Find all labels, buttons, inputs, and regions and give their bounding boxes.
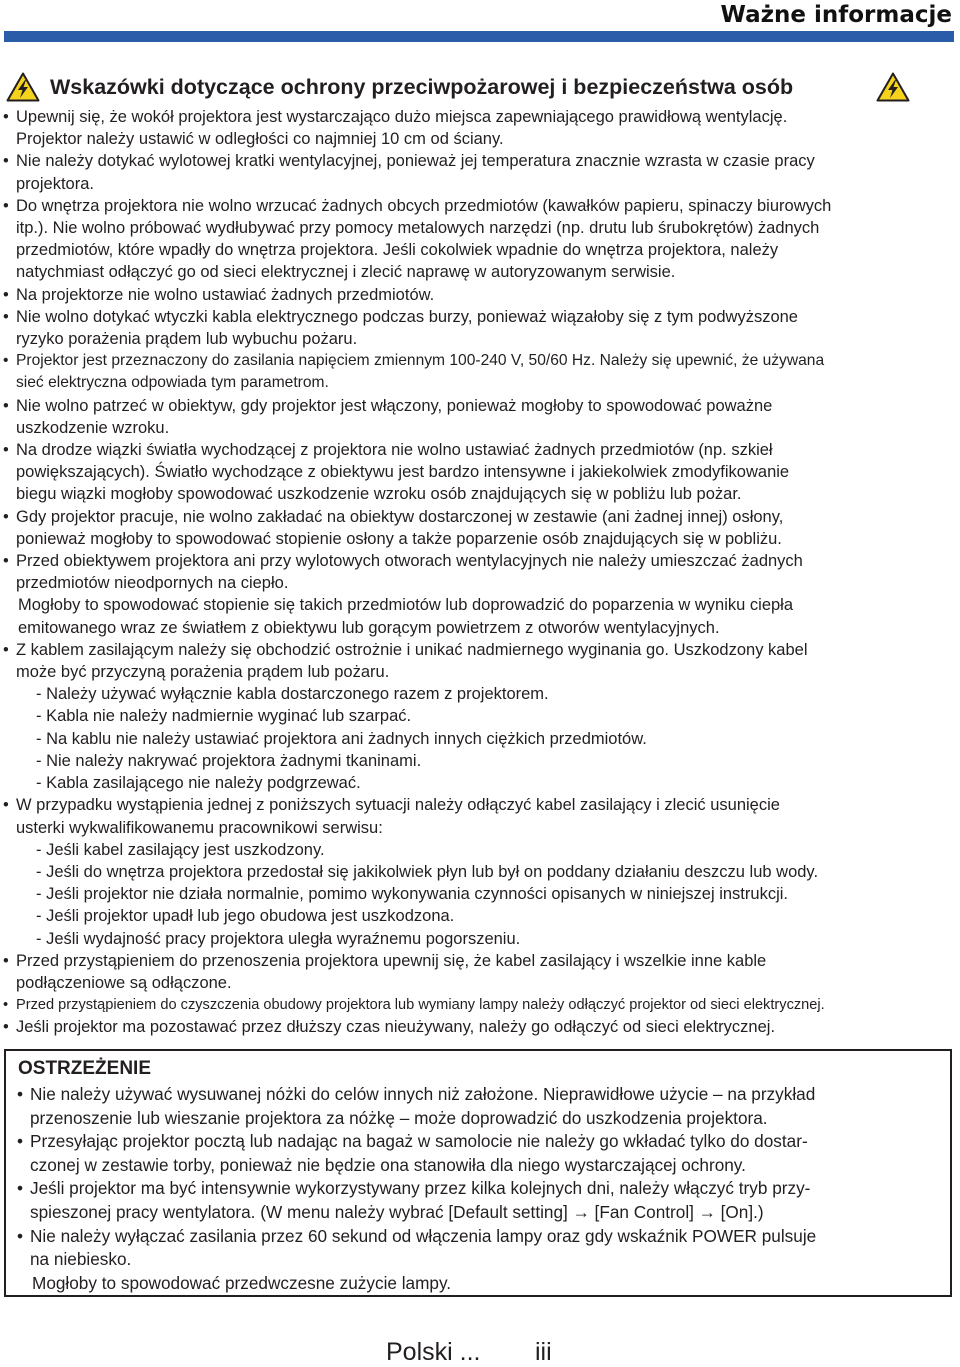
item-text-line: Projektor należy ustawić w odległości co najmniej 10 cm od ściany. xyxy=(16,130,504,149)
item-text-line: usterki wykwalifikowanemu pracownikowi serwisu: xyxy=(16,818,383,837)
item-text-line: W przypadku wystąpienia jednej z poniższych sytuacji należy odłączyć kabel zasilający i zlecić usunięcie xyxy=(16,796,780,815)
list-item xyxy=(16,1083,951,1130)
list-item xyxy=(0,284,960,306)
item-text-line: spieszonej pracy wentylatora. (W menu należy wybrać [Default setting] → [Fan Control] → [On].) xyxy=(30,1201,764,1222)
bullet-icon: • xyxy=(3,285,9,304)
item-text-line: Gdy projektor pracuje, nie wolno zakładać na obiektyw dostarczonej w zestawie (ani żadnej innej) osłony, xyxy=(16,507,784,526)
list-item xyxy=(0,794,960,949)
item-text-line: sieć elektryczna odpowiada tym parametrom. xyxy=(16,374,329,392)
item-text-line: biegu wiązki mogłoby spowodować uszkodzenie wzroku osób znajdujących się w pobliżu lub pożar. xyxy=(16,485,742,504)
section-heading xyxy=(6,72,918,104)
bullet-icon: • xyxy=(3,108,9,126)
warning-triangle-lightning-icon xyxy=(6,72,40,102)
item-text-line: na niebiesko. xyxy=(30,1249,132,1270)
warning-title: OSTRZEŻENIE xyxy=(18,1058,152,1079)
sub-item: - Kabla nie należy nadmiernie wyginać lub szarpać. xyxy=(36,707,412,726)
list-item xyxy=(16,1177,951,1224)
list-item xyxy=(0,106,960,150)
item-text-line: ponieważ mogłoby to spowodować stopienie osłony a także poparzenie osób znajdujących się w pobliżu. xyxy=(16,529,782,548)
list-item xyxy=(0,506,960,550)
bullet-icon: • xyxy=(3,152,9,171)
sub-item: - Na kablu nie należy ustawiać projektora ani żadnych innych ciężkich przedmiotów. xyxy=(36,729,647,748)
list-item xyxy=(0,639,960,794)
sub-item: - Kabla zasilającego nie należy podgrzewać. xyxy=(36,774,361,793)
bullet-icon: • xyxy=(3,640,9,659)
item-text-line: Nie należy wyłączać zasilania przez 60 sekund od włączenia lampy oraz gdy wskaźnik POWER pulsuje xyxy=(30,1225,817,1246)
header-rule xyxy=(4,31,954,42)
bullet-icon: • xyxy=(3,552,9,571)
item-text-line: Przed przystąpieniem do czyszczenia obudowy projektora lub wymiany lampy należy odłączyć projektor od sieci elektrycznej. xyxy=(16,997,825,1014)
safety-instructions-list xyxy=(0,106,960,1039)
item-text-line: Nie należy używać wysuwanej nóżki do celów innych niż założone. Nieprawidłowe użycie – na przykład xyxy=(30,1084,816,1104)
list-item xyxy=(0,306,960,350)
sub-item: - Jeśli wydajność pracy projektora uległa wyraźnemu pogorszeniu. xyxy=(36,929,521,948)
bullet-icon: • xyxy=(3,1018,9,1037)
item-text-line: przenoszenie lub wieszanie projektora za nóżkę – może doprowadzić do uszkodzenia projektora. xyxy=(30,1107,768,1128)
bullet-icon: • xyxy=(17,1084,24,1104)
item-text-line: Z kablem zasilającym należy się obchodzić ostrożnie i unikać nadmiernego wyginania go. Uszkodzony kabel xyxy=(16,640,808,659)
warning-box xyxy=(4,1049,952,1297)
item-text-line: Upewnij się, że wokół projektora jest wystarczająco dużo miejsca zapewniającego prawidłową wentylację. xyxy=(16,108,788,126)
item-text-line: Przesyłając projektor pocztą lub nadając na bagaż w samolocie nie należy go wkładać tylko do dostar- xyxy=(30,1131,808,1152)
item-text-line: Przed przystąpieniem do przenoszenia projektora upewnij się, że kabel zasilający i wszelkie inne kable xyxy=(16,951,767,970)
bullet-icon: • xyxy=(3,796,9,815)
bullet-icon: • xyxy=(3,951,9,970)
item-text-line: uszkodzenie wzroku. xyxy=(16,418,170,437)
item-note: emitowanego wraz ze światłem z obiektywu lub gorącym powietrzem z otworów wentylacyjnych. xyxy=(18,618,720,637)
page-header-title: Ważne informacje xyxy=(720,2,952,28)
sub-item: - Jeśli do wnętrza projektora przedostał się jakikolwiek płyn lub był on poddany działaniu deszczu lub wody. xyxy=(36,862,819,881)
item-note: Mogłoby to spowodować stopienie się takich przedmiotów lub doprowadzić do poparzenia w wyniku ciepła xyxy=(18,596,794,615)
sub-item: - Należy używać wyłącznie kabla dostarczonego razem z projektorem. xyxy=(36,685,549,704)
item-text-line: powiększających). Światło wychodzące z obiektywu jest bardzo intensywne i jakiekolwiek zmodyfikowanie xyxy=(16,463,790,482)
warning-triangle-lightning-icon xyxy=(876,72,910,102)
section-heading-text: Wskazówki dotyczące ochrony przeciwpożarowej i bezpieczeństwa osób xyxy=(50,75,794,99)
bullet-icon: • xyxy=(3,441,9,460)
item-text-line: Przed obiektywem projektora ani przy wylotowych otworach wentylacyjnych nie należy umieszczać żadnych xyxy=(16,552,803,571)
list-item xyxy=(16,1130,951,1177)
bullet-icon: • xyxy=(3,307,9,326)
list-item xyxy=(16,1225,951,1296)
item-text-line: przedmiotów nieodpornych na ciepło. xyxy=(16,574,289,593)
list-item xyxy=(0,395,960,439)
list-item xyxy=(0,350,960,394)
list-item xyxy=(0,195,960,284)
footer-page-number: iii xyxy=(535,1338,552,1366)
item-text-line: podłączeniowe są odłączone. xyxy=(16,973,232,992)
item-text-line: ryzyko porażenia prądem lub wybuchu pożaru. xyxy=(16,330,358,349)
item-text-line: Nie należy dotykać wylotowej kratki wentylacyjnej, ponieważ jej temperatura znacznie wzrasta w czasie pracy xyxy=(16,152,815,171)
item-note: Mogłoby to spowodować przedwczesne zużycie lampy. xyxy=(32,1272,452,1293)
warning-list xyxy=(16,1083,951,1295)
sub-item: - Nie należy nakrywać projektora żadnymi tkaninami. xyxy=(36,751,422,770)
list-item xyxy=(0,550,960,639)
item-text-line: Jeśli projektor ma pozostawać przez dłuższy czas nieużywany, należy go odłączyć od sieci elektrycznej. xyxy=(16,1018,776,1037)
item-text-line: Na projektorze nie wolno ustawiać żadnych przedmiotów. xyxy=(16,285,435,304)
item-text-line: Projektor jest przeznaczony do zasilania napięciem zmiennym 100-240 V, 50/60 Hz. Należy się upewnić, że używana xyxy=(16,352,825,370)
list-item xyxy=(0,994,960,1016)
bullet-icon: • xyxy=(17,1225,24,1246)
item-text-line: czonej w zestawie torby, ponieważ nie będzie ona stanowiła dla niego wystarczającej ochrony. xyxy=(30,1154,746,1175)
list-item xyxy=(0,439,960,506)
list-item xyxy=(0,1016,960,1038)
item-text-line: natychmiast odłączyć go od sieci elektrycznej i zlecić naprawę w autoryzowanym serwisie. xyxy=(16,263,676,282)
list-item xyxy=(0,950,960,994)
item-text-line: Nie wolno dotykać wtyczki kabla elektrycznego podczas burzy, ponieważ wiązałoby się z tym podwyższone xyxy=(16,307,798,326)
item-text-line: może być przyczyną porażenia prądem lub pożaru. xyxy=(16,663,390,682)
sub-item: - Jeśli projektor upadł lub jego obudowa jest uszkodzona. xyxy=(36,907,455,926)
bullet-icon: • xyxy=(17,1131,24,1152)
sub-item: - Jeśli projektor nie działa normalnie, pomimo wykonywania czynności opisanych w niniejszej instrukcji. xyxy=(36,885,788,904)
sub-item: - Jeśli kabel zasilający jest uszkodzony. xyxy=(36,840,325,859)
bullet-icon: • xyxy=(3,396,9,415)
bullet-icon: • xyxy=(3,352,9,370)
item-text-line: przedmiotów, które wpadły do wnętrza projektora. Jeśli cokolwiek wpadnie do wnętrza projektora, należy xyxy=(16,241,779,260)
list-item xyxy=(0,150,960,194)
bullet-icon: • xyxy=(3,997,9,1014)
item-text-line: Na drodze wiązki światła wychodzącej z projektora nie wolno ustawiać żadnych przedmiotów (np. szkieł xyxy=(16,441,773,460)
footer-language: Polski ... xyxy=(386,1338,481,1366)
bullet-icon: • xyxy=(3,196,9,215)
bullet-icon: • xyxy=(3,507,9,526)
item-text-line: Jeśli projektor ma być intensywnie wykorzystywany przez kilka kolejnych dni, należy włączyć tryb przy- xyxy=(30,1178,811,1199)
item-text-line: itp.). Nie wolno próbować wydłubywać przy pomocy metalowych narzędzi (np. drutu lub śrubokrętów) żadnych xyxy=(16,219,820,238)
item-text-line: Do wnętrza projektora nie wolno wrzucać żadnych obcych przedmiotów (kawałków papieru, spinaczy biurowych xyxy=(16,196,832,215)
item-text-line: Nie wolno patrzeć w obiektyw, gdy projektor jest włączony, ponieważ mogłoby to spowodować poważne xyxy=(16,396,773,415)
bullet-icon: • xyxy=(17,1178,24,1199)
item-text-line: projektora. xyxy=(16,174,94,193)
